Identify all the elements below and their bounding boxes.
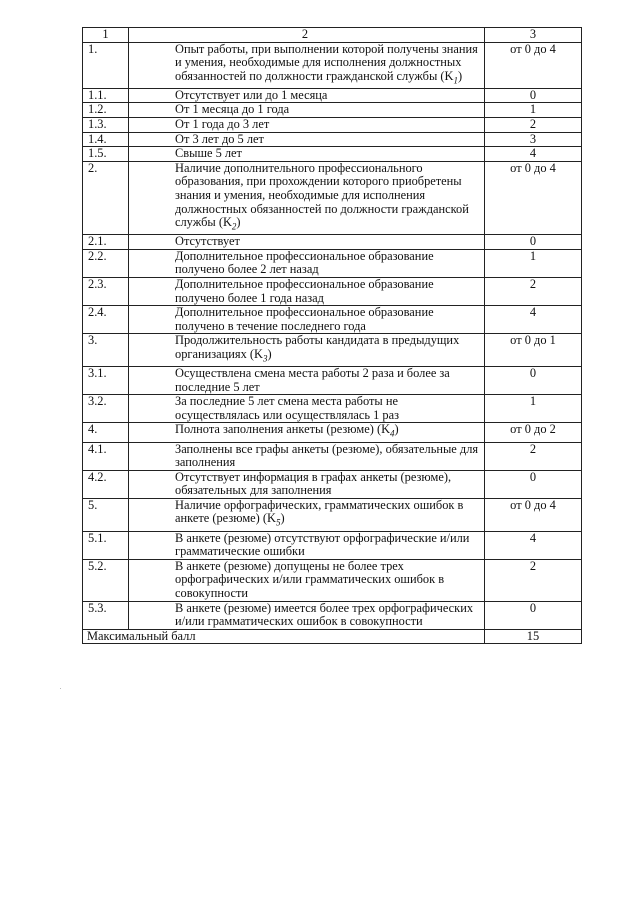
criterion-number: 1.1. xyxy=(83,88,129,103)
column-header-2: 2 xyxy=(129,28,485,43)
criterion-text: Осуществлена смена места работы 2 раза и более за последние 5 лет xyxy=(175,366,450,394)
total-row xyxy=(83,629,582,644)
criterion-text: Отсутствует xyxy=(175,234,240,249)
criterion-text: Свыше 5 лет xyxy=(175,146,242,161)
criterion-text: В анкете (резюме) отсутствуют орфографические и/или грамматические ошибки xyxy=(175,530,470,559)
criterion-score: 4 xyxy=(485,531,582,559)
criterion-description xyxy=(129,249,485,277)
criterion-subrow xyxy=(83,442,582,470)
criterion-text: Заполнены все графы анкеты (резюме), обязательные для заполнения xyxy=(175,441,479,470)
criterion-text: Опыт работы, при выполнении которой получены знания и умения, необходимые для исполнения должностных обязанностей по должности гражданской службы (K xyxy=(175,41,478,83)
criterion-description xyxy=(129,442,485,470)
criterion-description xyxy=(129,42,485,88)
criterion-description xyxy=(129,531,485,559)
criterion-number: 4. xyxy=(83,423,129,442)
criterion-subrow xyxy=(83,118,582,133)
criterion-score: 2 xyxy=(485,118,582,133)
criterion-description xyxy=(129,147,485,162)
criterion-subrow xyxy=(83,278,582,306)
criterion-number: 2. xyxy=(83,161,129,234)
criterion-text: Дополнительное профессиональное образование получено более 1 года назад xyxy=(175,277,434,305)
coefficient-index: 5 xyxy=(275,517,281,528)
criterion-number: 4.1. xyxy=(83,442,129,470)
criterion-text: Дополнительное профессиональное образование получено более 2 лет назад xyxy=(175,248,434,277)
criterion-subrow xyxy=(83,88,582,103)
criterion-subrow xyxy=(83,249,582,277)
criterion-text: Отсутствует информация в графах анкеты (резюме), обязательных для заполнения xyxy=(175,469,452,498)
criterion-text: От 1 месяца до 1 года xyxy=(175,102,290,117)
criterion-description xyxy=(129,470,485,498)
criterion-description xyxy=(129,498,485,531)
coefficient-close: ) xyxy=(394,422,399,437)
criterion-score: 4 xyxy=(485,306,582,334)
criterion-text: В анкете (резюме) допущены не более трех орфографических и/или грамматических ошибок в совокупности xyxy=(175,558,445,600)
criterion-score: 1 xyxy=(485,249,582,277)
criterion-text: Полнота заполнения анкеты (резюме) (K xyxy=(175,422,391,437)
criterion-subrow xyxy=(83,132,582,147)
criterion-number: 1.3. xyxy=(83,118,129,133)
column-number-row xyxy=(83,28,582,43)
criterion-number: 5.1. xyxy=(83,531,129,559)
coefficient-close: ) xyxy=(280,511,285,526)
criterion-text: За последние 5 лет смена места работы не осуществлялась или осуществлялась 1 раз xyxy=(175,394,400,422)
criterion-description xyxy=(129,423,485,442)
criterion-description xyxy=(129,306,485,334)
criterion-subrow xyxy=(83,395,582,423)
coefficient-close: ) xyxy=(267,347,272,361)
criterion-subrow xyxy=(83,235,582,250)
criterion-row xyxy=(83,161,582,234)
coefficient-close: ) xyxy=(457,68,463,83)
criterion-subrow xyxy=(83,470,582,498)
criterion-number: 1. xyxy=(83,42,129,88)
criterion-number: 3.1. xyxy=(83,367,129,395)
criterion-number: 3. xyxy=(83,334,129,367)
criterion-subrow xyxy=(83,103,582,118)
scan-speck xyxy=(60,688,61,689)
criterion-number: 5.2. xyxy=(83,559,129,601)
criterion-score: 3 xyxy=(485,132,582,147)
column-header-1: 1 xyxy=(83,28,129,43)
criterion-text: Наличие дополнительного профессионального образования, при прохождении которого приобретены знания и умения, необходимые для исполнения должностных обязанностей по должности гражданской службы (K xyxy=(175,160,469,230)
criterion-description xyxy=(129,103,485,118)
criterion-score: 0 xyxy=(485,235,582,250)
criterion-score: 2 xyxy=(485,442,582,470)
criterion-description xyxy=(129,334,485,367)
criterion-text: От 1 года до 3 лет xyxy=(175,117,270,132)
criterion-description xyxy=(129,235,485,250)
criterion-number: 5.3. xyxy=(83,601,129,629)
coefficient-close: ) xyxy=(236,215,241,230)
total-label: Максимальный балл xyxy=(83,629,485,644)
criterion-score: 0 xyxy=(485,601,582,629)
criterion-score: 0 xyxy=(485,367,582,395)
criterion-description xyxy=(129,88,485,103)
criterion-text: В анкете (резюме) имеется более трех орфографических и/или грамматических ошибок в совокупности xyxy=(175,600,474,629)
criterion-description xyxy=(129,367,485,395)
coefficient-index: 4 xyxy=(390,428,395,439)
total-score: 15 xyxy=(485,629,582,644)
criterion-score: от 0 до 4 xyxy=(485,42,582,88)
criterion-score: 2 xyxy=(485,278,582,306)
criterion-score: от 0 до 2 xyxy=(485,423,582,442)
criterion-row xyxy=(83,498,582,531)
criterion-description xyxy=(129,395,485,423)
criterion-number: 3.2. xyxy=(83,395,129,423)
criterion-subrow xyxy=(83,306,582,334)
criterion-number: 1.2. xyxy=(83,103,129,118)
criterion-score: 2 xyxy=(485,559,582,601)
column-header-3: 3 xyxy=(485,28,582,43)
criterion-subrow xyxy=(83,531,582,559)
criterion-subrow xyxy=(83,559,582,601)
criterion-number: 2.4. xyxy=(83,306,129,334)
criterion-text: Наличие орфографических, грамматических ошибок в анкете (резюме) (K xyxy=(175,497,464,526)
criterion-description xyxy=(129,601,485,629)
criterion-subrow xyxy=(83,367,582,395)
criterion-text: От 3 лет до 5 лет xyxy=(175,131,264,146)
criterion-number: 2.3. xyxy=(83,278,129,306)
coefficient-index: 2 xyxy=(231,221,237,232)
criterion-text: Продолжительность работы кандидата в предыдущих организациях (K xyxy=(175,333,460,361)
criteria-table xyxy=(82,27,582,644)
coefficient-index: 3 xyxy=(262,353,268,364)
criterion-number: 5. xyxy=(83,498,129,531)
criterion-description xyxy=(129,278,485,306)
criterion-score: от 0 до 1 xyxy=(485,334,582,367)
criterion-number: 4.2. xyxy=(83,470,129,498)
criterion-text: Отсутствует или до 1 месяца xyxy=(175,87,328,102)
coefficient-index: 1 xyxy=(453,75,458,86)
criterion-number: 2.1. xyxy=(83,235,129,250)
criterion-score: 0 xyxy=(485,470,582,498)
criterion-row xyxy=(83,334,582,367)
criterion-row xyxy=(83,42,582,88)
criterion-number: 1.5. xyxy=(83,147,129,162)
criterion-score: от 0 до 4 xyxy=(485,498,582,531)
criteria-table-body xyxy=(83,28,582,644)
criterion-description xyxy=(129,132,485,147)
criterion-number: 2.2. xyxy=(83,249,129,277)
criterion-score: от 0 до 4 xyxy=(485,161,582,234)
criterion-description xyxy=(129,118,485,133)
criterion-score: 1 xyxy=(485,395,582,423)
criterion-subrow xyxy=(83,601,582,629)
criterion-description xyxy=(129,559,485,601)
criterion-score: 1 xyxy=(485,103,582,118)
criterion-description xyxy=(129,161,485,234)
criterion-score: 0 xyxy=(485,88,582,103)
criterion-subrow xyxy=(83,147,582,162)
criterion-number: 1.4. xyxy=(83,132,129,147)
criterion-row xyxy=(83,423,582,442)
criterion-text: Дополнительное профессиональное образование получено в течение последнего года xyxy=(175,305,434,333)
criterion-score: 4 xyxy=(485,147,582,162)
